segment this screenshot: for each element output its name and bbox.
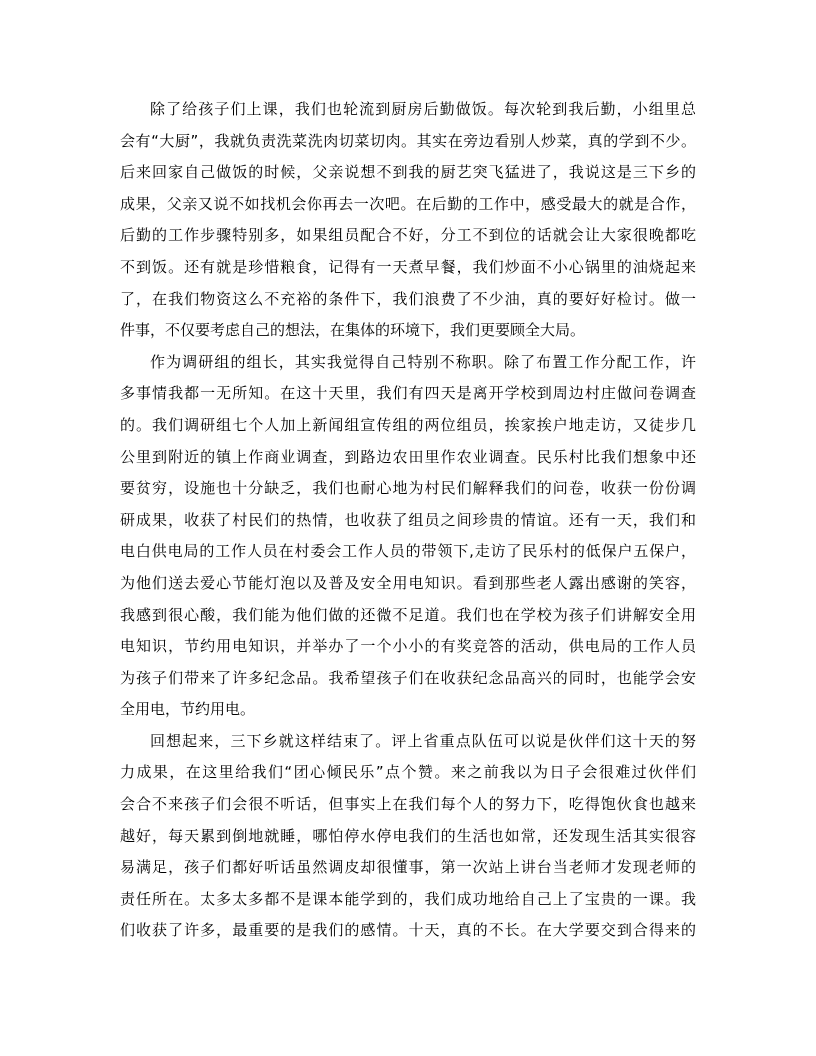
text-line: 多事情我都一无所知。在这十天里，我们有四天是离开学校到周边村庄做问卷调查 (120, 384, 696, 403)
text-line: 责任所在。太多太多都不是课本能学到的，我们成功地给自己上了宝贵的一课。我 (120, 889, 696, 908)
text-line: 除了给孩子们上课，我们也轮流到厨房后勤做饭。每次轮到我后勤，小组里总 (150, 100, 696, 118)
text-line: 后勤的工作步骤特别多，如果组员配合不好，分工不到位的话就会让大家很晚都吃 (120, 226, 696, 245)
text-line: 了，在我们物资这么不充裕的条件下，我们浪费了不少油，真的要好好检讨。做一 (120, 289, 696, 308)
text-line: 公里到附近的镇上作商业调查，到路边农田里作农业调查。民乐村比我们想象中还 (120, 447, 696, 466)
text-line: 全用电，节约用电。 (120, 700, 256, 719)
text-line: 越好，每天累到倒地就睡，哪怕停水停电我们的生活也如常，还发现生活其实很容 (120, 826, 696, 845)
paragraph (120, 347, 696, 726)
text-line: 回想起来，三下乡就这样结束了。评上省重点队伍可以说是伙伴们这十天的努 (150, 731, 696, 750)
text-line: 研成果，收获了村民们的热情，也收获了组员之间珍贵的情谊。还有一天，我们和 (120, 510, 696, 529)
text-line: 作为调研组的组长，其实我觉得自己特别不称职。除了布置工作分配工作，许 (150, 352, 696, 371)
text-line: 会合不来孩子们会很不听话，但事实上在我们每个人的努力下，吃得饱伙食也越来 (120, 795, 696, 814)
text-line: 后来回家自己做饭的时候，父亲说想不到我的厨艺突飞猛进了，我说这是三下乡的 (120, 163, 696, 182)
paragraph (120, 94, 696, 347)
text-line: 为他们送去爱心节能灯泡以及普及安全用电知识。看到那些老人露出感谢的笑容， (120, 573, 696, 592)
text-line: 电白供电局的工作人员在村委会工作人员的带领下,走访了民乐村的低保户五保户， (120, 542, 696, 561)
text-line: 电知识，节约用电知识，并举办了一个小小的有奖竞答的活动，供电局的工作人员 (120, 637, 696, 656)
text-line: 们收获了许多，最重要的是我们的感情。十天，真的不长。在大学要交到合得来的 (120, 921, 696, 940)
paragraph (120, 726, 696, 947)
text-line: 的。我们调研组七个人加上新闻组宣传组的两位组员，挨家挨户地走访，又徒步几 (120, 415, 696, 434)
text-line: 易满足，孩子们都好听话虽然调皮却很懂事，第一次站上讲台当老师才发现老师的 (120, 858, 696, 877)
text-line: 成果，父亲又说不如找机会你再去一次吧。在后勤的工作中，感受最大的就是合作， (120, 194, 696, 213)
text-line: 会有“大厨”，我就负责洗菜洗肉切菜切肉。其实在旁边看别人炒菜，真的学到不少。 (120, 131, 696, 150)
text-line: 要贫穷，设施也十分缺乏，我们也耐心地为村民们解释我们的问卷，收获一份份调 (120, 479, 696, 498)
text-line: 件事，不仅要考虑自己的想法，在集体的环境下，我们更要顾全大局。 (120, 321, 586, 340)
text-line: 力成果，在这里给我们“团心倾民乐”点个赞。来之前我以为日子会很难过伙伴们 (120, 763, 696, 782)
body-text (120, 94, 696, 947)
text-line: 我感到很心酸，我们能为他们做的还微不足道。我们也在学校为孩子们讲解安全用 (120, 605, 696, 624)
text-line: 为孩子们带来了许多纪念品。我希望孩子们在收获纪念品高兴的同时，也能学会安 (120, 668, 696, 687)
text-line: 不到饭。还有就是珍惜粮食，记得有一天煮早餐，我们炒面不小心锅里的油烧起来 (120, 257, 696, 276)
